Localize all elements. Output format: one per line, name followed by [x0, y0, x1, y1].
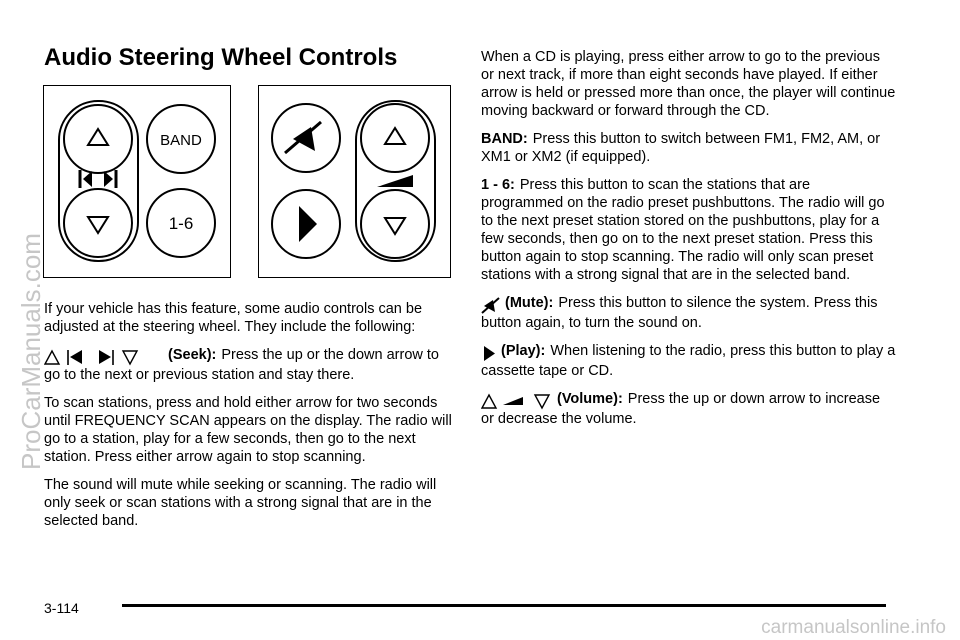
preset-text: Press this button to scan the stations that are programmed on the radio preset pushbuttons. The radio will go to the next preset station stored on the pushbuttons, play for a few seconds, then go on to the next preset station. Press this button again to stop scanning. The radio will only scan preset stations with a strong signal that are in the selected band.	[481, 177, 885, 283]
volume-up-button	[361, 104, 429, 172]
volume-text: Press the up or down arrow to increase or decrease the volume.	[481, 391, 881, 427]
band-text: Press this button to switch between FM1, FM2, AM, or XM1 or XM2 (if equipped).	[481, 131, 881, 165]
mute-icon	[481, 296, 501, 314]
volume-down-button	[361, 190, 429, 258]
mute-term: (Mute):	[505, 295, 554, 311]
seek-up-button	[64, 105, 132, 173]
mute-text: Press this button to silence the system. Press this button again, to turn the sound on.	[481, 295, 878, 331]
volume-term: (Volume):	[557, 391, 623, 407]
volume-symbols-icon	[481, 392, 553, 410]
mute-note-paragraph: The sound will mute while seeking or scanning. The radio will only seek or scan stations with a strong signal that are in the selected band.	[44, 477, 437, 529]
intro-paragraph: If your vehicle has this feature, some audio controls can be adjusted at the steering wheel. They include the following:	[44, 301, 423, 335]
footer-watermark: carmanualsonline.info	[761, 617, 946, 638]
volume-paragraph	[481, 390, 896, 428]
page-title: Audio Steering Wheel Controls	[44, 44, 398, 71]
band-paragraph	[481, 130, 896, 166]
side-watermark: ProCarManuals.com	[16, 233, 46, 470]
preset-button-label: 1-6	[168, 214, 194, 233]
right-column	[481, 48, 896, 438]
seek-band-control-panel	[43, 85, 231, 278]
seek-term: (Seek):	[168, 347, 217, 363]
preset-term: 1 - 6:	[481, 177, 515, 193]
band-term: BAND:	[481, 131, 528, 147]
seek-symbols-icon	[44, 348, 164, 366]
page-number: 3-114	[44, 600, 79, 616]
band-button-label: BAND	[160, 132, 202, 149]
footer-rule	[122, 604, 886, 607]
play-text: When listening to the radio, press this button to play a cassette tape or CD.	[481, 343, 896, 379]
preset-paragraph	[481, 176, 896, 284]
mute-play-volume-control-panel	[258, 85, 451, 278]
cd-paragraph: When a CD is playing, press either arrow to go to the previous or next track, if more than eight seconds have played. If either arrow is held or pressed more than once, the player will continue moving backward or forward through the CD.	[481, 49, 896, 119]
seek-text: Press the up or the down arrow to go to the next or previous station and stay there.	[44, 347, 439, 383]
play-paragraph	[481, 342, 896, 380]
left-column	[44, 300, 454, 540]
seek-paragraph	[44, 346, 454, 384]
seek-down-button	[64, 189, 132, 257]
mute-paragraph	[481, 294, 896, 332]
play-term: (Play):	[501, 343, 546, 359]
scan-paragraph: To scan stations, press and hold either arrow for two seconds until FREQUENCY SCAN appears on the display. The radio will go to a station, play for a few seconds, then go to the next station. Press either arrow again to stop scanning.	[44, 395, 452, 465]
play-icon	[481, 344, 497, 362]
